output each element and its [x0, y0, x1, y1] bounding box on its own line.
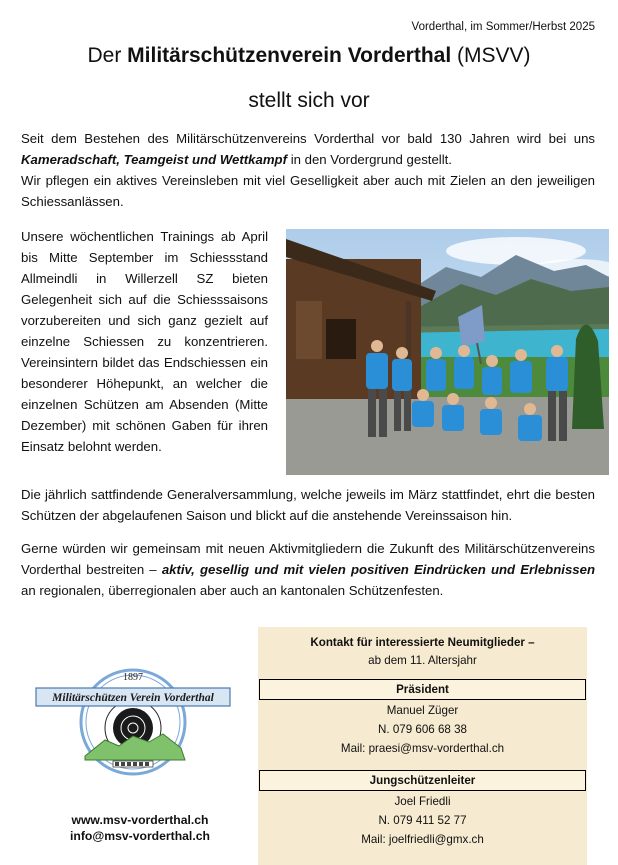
- page-subtitle: stellt sich vor: [248, 89, 370, 112]
- website-link[interactable]: www.msv-vorderthal.ch: [71, 813, 209, 827]
- email-link[interactable]: info@msv-vorderthal.ch: [70, 829, 210, 843]
- contact-box: [258, 627, 587, 865]
- president-phone[interactable]: N. 079 606 68 38: [378, 723, 467, 736]
- web-contact: [40, 812, 240, 844]
- title-prefix: Der: [87, 44, 122, 67]
- president-name: Manuel Züger: [386, 704, 459, 717]
- invite-paragraph: [21, 538, 595, 601]
- contact-heading: [258, 627, 587, 670]
- intro-emphasis: Kameradschaft, Teamgeist und Wettkampf: [21, 152, 288, 167]
- intro-text-1: Seit dem Bestehen des Militärschützenvereins Vorderthal vor bald 130 Jahren wird bei uns: [21, 131, 595, 146]
- dateline: Vorderthal, im Sommer/Herbst 2025: [411, 21, 595, 33]
- invite-text-2: an regionalen, überregionalen aber auch an kantonalen Schützenfesten.: [21, 583, 444, 598]
- president-mail[interactable]: Mail: praesi@msv-vorderthal.ch: [340, 742, 505, 755]
- president-details: [258, 700, 587, 758]
- page-title: [0, 44, 618, 68]
- team-photo: [286, 229, 609, 475]
- training-paragraph: Unsere wöchentlichen Trainings ab April bis Mitte September im Schiessstand Allmeindli in Willerzell SZ bieten Gelegenheit sich auf die Schiesssaisons vorzubereiten und sich ganz gezielt auf einzelne Schiessen zu konzentrieren. Vereinsintern bildet das Endschiessen ein besonderer Höhepunkt, an welcher die einzelnen Schützen am Absenden (Mitte Dezember) mit schönen Gaben für ihren Einsatz belohnt werden.: [21, 229, 268, 454]
- logo-banner-text: Militärschützen Verein Vorderthal: [52, 692, 214, 704]
- club-logo: [35, 668, 231, 776]
- youth-leader-phone[interactable]: N. 079 411 52 77: [378, 814, 467, 827]
- youth-leader-name: Joel Friedli: [394, 795, 451, 808]
- contact-heading-text: Kontakt für interessierte Neumitglieder –: [310, 636, 535, 649]
- title-suffix: (MSVV): [457, 44, 531, 67]
- title-club-name: Militärschützenverein Vorderthal: [127, 44, 452, 67]
- contact-subheading: ab dem 11. Altersjahr: [368, 654, 477, 667]
- youth-leader-mail[interactable]: Mail: joelfriedli@gmx.ch: [361, 833, 484, 846]
- intro-paragraph: [21, 128, 595, 212]
- assembly-paragraph: Die jährlich sattfindende Generalversammlung, welche jeweils im März stattfindet, ehrt die besten Schützen der abgelaufenen Saison und blickt auf die anstehende Vereinssaison hin.: [21, 487, 595, 523]
- logo-year: 1897: [123, 672, 143, 683]
- intro-text-2: in den Vordergrund gestellt.: [290, 152, 452, 167]
- role-president: Präsident: [259, 679, 586, 700]
- role-youth-leader: Jungschützenleiter: [259, 770, 586, 791]
- invite-emphasis: aktiv, gesellig und mit vielen positiven Eindrücken und Erlebnissen: [161, 562, 596, 577]
- intro-text-3: Wir pflegen ein aktives Vereinsleben mit viel Geselligkeit aber auch mit Zielen an den jeweiligen Schiessanlässen.: [21, 173, 595, 209]
- invite-text-1: Gerne würden wir gemeinsam mit neuen Aktivmitgliedern die Zukunft des Militärschützenvereins Vorderthal bestreiten –: [21, 541, 595, 577]
- youth-leader-details: [258, 791, 587, 849]
